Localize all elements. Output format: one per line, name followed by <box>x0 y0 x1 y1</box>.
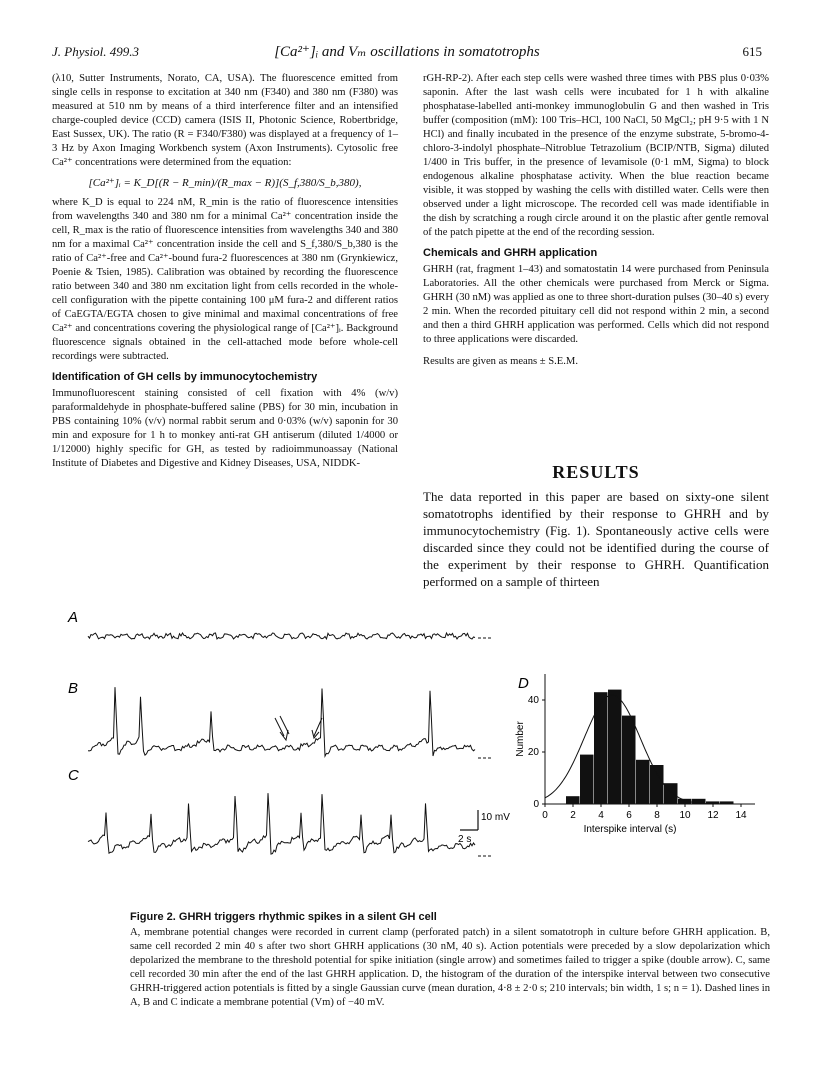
figure-svg <box>60 608 770 908</box>
paragraph: rGH-RP-2). After each step cells were washed three times with PBS plus 0·03% saponin. After the last wash cells were incubated for 1 h with alkaline phosphatase-labelled anti-monkey immunoglobulin G and then washed in Tris buffer (composition (mM): 100 Tris–HCl, 100 NaCl, 50 MgCl₂; pH 9·5 with 1 N HCl) and finally incubated in the presence of the enzyme substrate, 5-bromo-4-chloro-3-indolyl phosphate–Nitroblue Tetrazolium (BCIP/NTB, Sigma) diluted 1/400 in Tris buffer, in the presence of levamisole (0·1 mM, Sigma) to block endogenous alkaline phosphatase activity. When the blue reaction became visible, it was stopped by washing the cells with distilled water. Cells were then observed under a light microscope. The recorded cell was made identifiable in the dish by scratching a rough circle around it on the plastic after gentle removal of the patch pipette at the end of the recording session. <box>423 73 769 238</box>
double-arrow <box>275 716 289 740</box>
paragraph: Results are given as means ± S.E.M. <box>423 356 578 367</box>
histogram-ylabel: Number <box>515 721 526 757</box>
x-tick-label: 6 <box>626 810 632 821</box>
running-title: [Ca²⁺]ᵢ and Vₘ oscillations in somatotrophs <box>274 44 540 60</box>
histogram-xlabel: Interspike interval (s) <box>583 824 677 835</box>
paragraph: Immunofluorescent staining consisted of cell fixation with 4% (w/v) paraformaldehyde in phosphate-buffered saline (PBS) for 30 min, incubation in PBS containing 10% (v/v) normal rabbit serum and 0·03% (w/v) saponin for 30 min and exposure for 1 h to monkey anti-rat GH antiserum (diluted 1/4000 or 1/12000) highly specific for GH, as tested by radioimmunoassay (National Institute of Diabetes and Digestive and Kidney Diseases, USA, NIDDK- <box>52 388 398 469</box>
histogram-d <box>528 674 755 821</box>
figure-2 <box>60 608 770 908</box>
panel-label-c: C <box>68 767 79 784</box>
histogram-bar <box>594 692 608 804</box>
caption-text: A, membrane potential changes were recorded in current clamp (perforated patch) in a silent somatotroph in culture before GHRH application. B, same cell recorded 2 min 40 s after two short GHRH applications (30 nM, 40 s). Action potentials were preceded by a slow depolarization which depolarized the membrane to the threshold potential for spike initiation (single arrow) and sometimes failed to trigger a spike (double arrow). C, same cell recorded 30 min after the end of the last GHRH application. D, the histogram of the duration of the interspike interval between two consecutive GHRH-triggered action potentials is fitted by a single Gaussian curve (mean duration, 4·8 ± 2·0 s; 210 intervals; bin width, 1 s; n = 1). Dashed lines in A, B and C indicate a membrane potential (Vm) of −40 mV. <box>130 927 770 1008</box>
histogram-bar <box>608 690 622 804</box>
histogram-bar <box>580 755 594 804</box>
y-tick-label: 20 <box>527 747 539 758</box>
section-heading: Identification of GH cells by immunocytochemistry <box>52 371 318 383</box>
y-tick-label: 0 <box>533 799 539 810</box>
results-paragraph: The data reported in this paper are based on sixty-one silent somatotrophs identified by their response to GHRH and by immunocytochemistry (Fig. 1). Spontaneously active cells were discarded since they could not be identified during the course of the experiment by their response to GHRH. Quantification performed on a sample of thirteen <box>423 489 769 589</box>
panel-label-a: A <box>68 609 79 626</box>
scale-bar <box>460 810 478 830</box>
histogram-bar <box>650 765 664 804</box>
right-column <box>423 72 769 369</box>
x-tick-label: 0 <box>542 810 548 821</box>
trace-b <box>88 687 475 756</box>
caption-title: Figure 2. GHRH triggers rhythmic spikes in a silent GH cell <box>130 911 437 923</box>
panel-label-d: D <box>518 675 529 692</box>
x-tick-label: 2 <box>570 810 576 821</box>
x-tick-label: 4 <box>598 810 604 821</box>
equation: [Ca²⁺]ᵢ = K_D[(R − R_min)/(R_max − R)](S_f,380/S_b,380), <box>88 177 362 189</box>
histogram-bar <box>622 716 636 804</box>
x-tick-label: 14 <box>735 810 747 821</box>
page-number: 615 <box>742 44 762 59</box>
trace-c <box>88 793 475 854</box>
scale-voltage-label: 10 mV <box>481 812 510 823</box>
scale-time-label: 2 s <box>458 834 472 845</box>
paragraph: where K_D is equal to 224 nM, R_min is the ratio of fluorescence intensities from wavelengths 340 and 380 nm for a minimal Ca²⁺ concentration inside the cell, R_max is the ratio of fluorescence intensities from wavelengths 340 and 380 nm for a maximal Ca²⁺ concentration inside the cell and S_f,380/S_b,380 is the ratio of Ca²⁺-free and Ca²⁺-bound fura-2 fluorescences at 380 nm (Grynkiewicz, Poenie & Tsien, 1985). Calibration was obtained by recording the fluorescence ratio between 340 and 380 nm excitation light from cells recorded in the whole-cell configuration with the pipette containing 100 μM fura-2 and different ratios of CaEGTA/EGTA chosen to give minimal and maximal concentrations of free Ca²⁺ and concentrations covering the physiological range of [Ca²⁺]ᵢ. Background fluorescence signals obtained in the cell-attached mode before whole-cell recordings were subtracted. <box>52 197 398 362</box>
histogram-bar <box>566 796 580 804</box>
x-tick-label: 12 <box>707 810 719 821</box>
results-heading: RESULTS <box>552 462 640 482</box>
section-heading: Chemicals and GHRH application <box>423 247 598 259</box>
x-tick-label: 10 <box>679 810 691 821</box>
x-tick-label: 8 <box>654 810 660 821</box>
y-tick-label: 40 <box>527 695 539 706</box>
left-column <box>52 72 398 471</box>
histogram-bar <box>636 760 650 804</box>
figure-caption <box>130 910 770 1010</box>
journal-reference: J. Physiol. 499.3 <box>52 44 140 59</box>
paragraph: GHRH (rat, fragment 1–43) and somatostatin 14 were purchased from Peninsula Laboratories. All the other chemicals were purchased from Merck or Sigma. GHRH (30 nM) was applied as one to three short-duration pulses (30–40 s) every 2 min. When the recorded pituitary cell did not respond within 2 min, a second and then a third GHRH application was performed. Cells which did not respond to three applications were discarded. <box>423 264 769 345</box>
paragraph: (λ10, Sutter Instruments, Norato, CA, USA). The fluorescence emitted from single cells in response to excitation at 340 nm (F340) and 380 nm (F380) was measured at 510 nm by means of a third interference filter and an intensified charge-coupled device (CCD) camera (ISIS II, Photonic Science, Robertbridge, East Sussex, UK). The ratio (R = F340/F380) was displayed at a frequency of 1–3 Hz by Axon Imaging Workbench system (Axon Instruments). Cytosolic free Ca²⁺ concentrations were determined from the equation: <box>52 73 398 168</box>
page-header <box>52 44 762 64</box>
panel-label-b: B <box>68 680 79 697</box>
trace-a <box>88 633 475 639</box>
